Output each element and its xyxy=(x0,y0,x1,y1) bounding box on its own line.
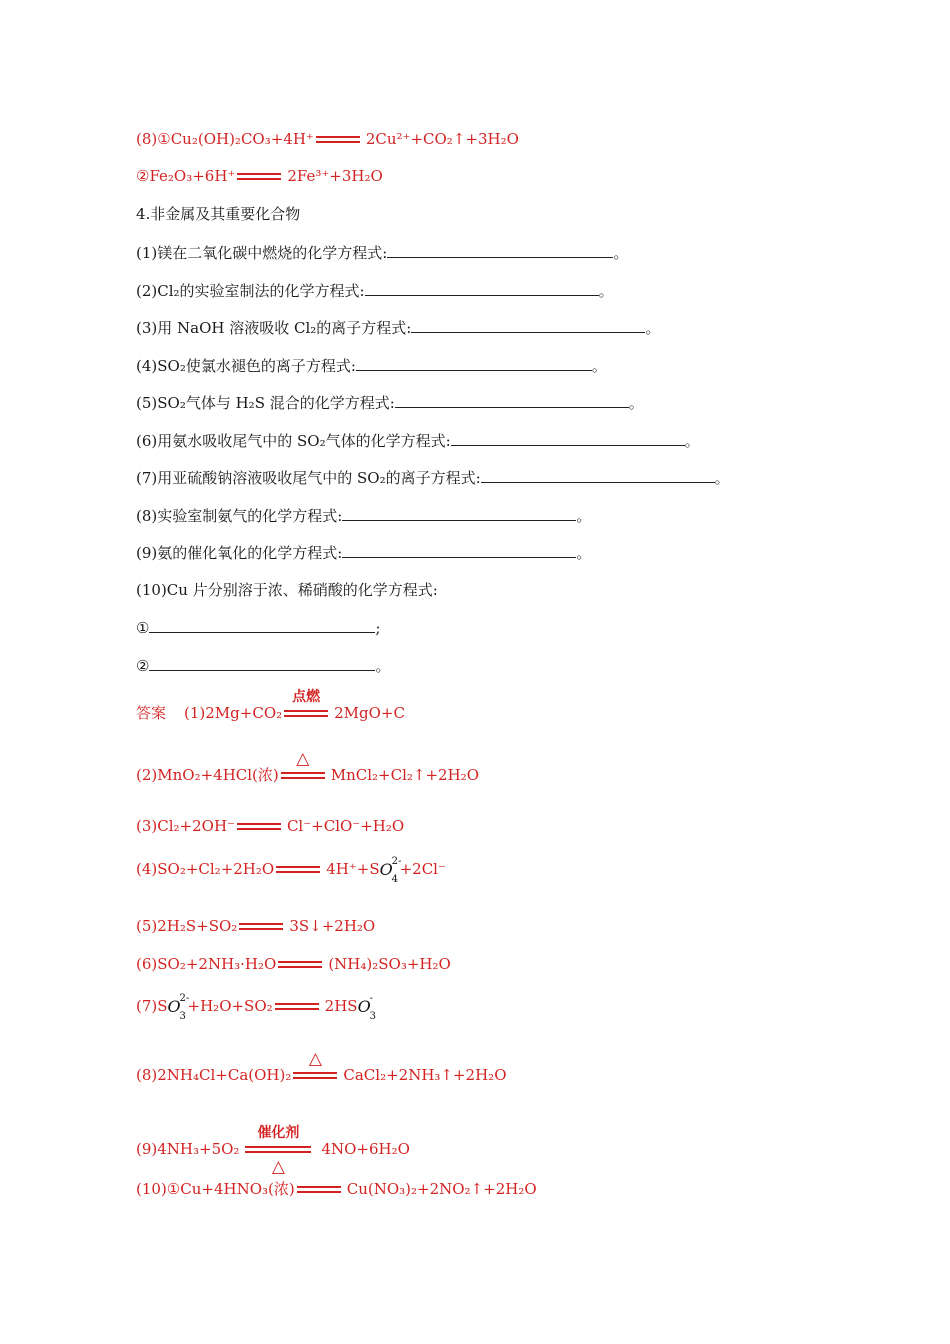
equation-right: (NH₄)₂SO₃+H₂O xyxy=(328,955,451,973)
answer-8-1 xyxy=(136,129,519,149)
item-marker: ② xyxy=(136,657,150,675)
equation-left-tail: +H₂O+SO₂ xyxy=(187,997,273,1015)
equation-right: CaCl₂+2NH₃↑+2H₂O xyxy=(343,1066,507,1084)
section-title: 4.非金属及其重要化合物 xyxy=(136,205,301,223)
oxygen-symbol: O xyxy=(167,997,181,1016)
question-9 xyxy=(136,542,591,563)
question-text: (9)氨的催化氧化的化学方程式: xyxy=(136,544,343,562)
equals-sign xyxy=(239,921,283,933)
equation-right: Cu(NO₃)₂+2NO₂↑+2H₂O xyxy=(346,1180,537,1198)
equation-left: (3)Cl₂+2OH⁻ xyxy=(136,817,235,835)
punctuation: 。 xyxy=(576,507,592,525)
equation-left: (8)2NH₄Cl+Ca(OH)₂ xyxy=(136,1066,292,1084)
subscript: 4 xyxy=(391,874,398,885)
sulfite-ion-formula xyxy=(167,991,190,1022)
equals-sign xyxy=(293,1049,337,1082)
oxygen-symbol: O xyxy=(379,860,393,879)
punctuation: 。 xyxy=(613,244,629,262)
subscript: 3 xyxy=(179,1011,186,1022)
equals-sign xyxy=(284,689,328,720)
answer-blank[interactable] xyxy=(149,617,375,633)
equals-sign xyxy=(245,1125,311,1177)
answer-blank[interactable] xyxy=(149,655,375,671)
question-text: (8)实验室制氨气的化学方程式: xyxy=(136,507,343,525)
equation-left: (5)2H₂S+SO₂ xyxy=(136,917,238,935)
punctuation: 。 xyxy=(591,357,607,375)
question-6 xyxy=(136,430,700,451)
question-text: (3)用 NaOH 溶液吸收 Cl₂的离子方程式: xyxy=(136,319,412,337)
sulfate-ion-formula xyxy=(379,854,402,885)
answer-blank[interactable] xyxy=(481,467,715,483)
question-text: (7)用亚硫酸钠溶液吸收尾气中的 SO₂的离子方程式: xyxy=(136,469,481,487)
punctuation: 。 xyxy=(645,319,661,337)
equals-sign xyxy=(278,959,322,971)
equation-left: (6)SO₂+2NH₃·H₂O xyxy=(136,955,277,973)
equation-right-tail: +2Cl⁻ xyxy=(399,860,446,878)
charge: - xyxy=(369,993,373,1004)
answer-5 xyxy=(136,916,375,936)
punctuation: 。 xyxy=(628,394,644,412)
equation-right: 2Cu²⁺+CO₂↑+3H₂O xyxy=(365,130,519,148)
reaction-condition: △ xyxy=(296,749,310,769)
question-10: (10)Cu 片分别溶于浓、稀硝酸的化学方程式: xyxy=(136,581,438,599)
oxygen-symbol: O xyxy=(357,997,371,1016)
bisulfite-ion-formula xyxy=(357,991,378,1022)
answer-10 xyxy=(136,1179,537,1199)
equation-left: (8)①Cu₂(OH)₂CO₃+4H⁺ xyxy=(136,130,314,148)
equals-sign xyxy=(297,1184,341,1196)
answer-8-2 xyxy=(136,166,383,186)
question-text: (2)Cl₂的实验室制法的化学方程式: xyxy=(136,282,365,300)
item-marker: ① xyxy=(136,619,150,637)
reaction-condition-top: 催化剂 xyxy=(257,1125,300,1141)
equation-right: 2MgO+C xyxy=(334,704,405,722)
equation-right: 2Fe³⁺+3H₂O xyxy=(287,167,383,185)
answer-6 xyxy=(136,954,451,974)
punctuation: 。 xyxy=(714,469,730,487)
punctuation: 。 xyxy=(598,282,614,300)
question-text: (6)用氨水吸收尾气中的 SO₂气体的化学方程式: xyxy=(136,432,451,450)
question-2 xyxy=(136,280,614,301)
answer-4 xyxy=(136,854,446,885)
reaction-condition: △ xyxy=(308,1049,322,1069)
punctuation: 。 xyxy=(576,544,592,562)
equation-left: (10)①Cu+4HNO₃(浓) xyxy=(136,1180,295,1198)
equals-sign xyxy=(276,864,320,876)
answer-label: 答案 xyxy=(136,704,167,722)
equation-left: (4)SO₂+Cl₂+2H₂O xyxy=(136,860,275,878)
equation-right: 3S↓+2H₂O xyxy=(289,917,376,935)
equals-sign xyxy=(281,749,325,782)
equals-sign xyxy=(237,171,281,183)
answer-1 xyxy=(136,689,405,723)
equation-left: (1)2Mg+CO₂ xyxy=(184,704,283,722)
charge: 2- xyxy=(391,856,402,867)
question-3 xyxy=(136,317,660,338)
equation-right: Cl⁻+ClO⁻+H₂O xyxy=(286,817,405,835)
subscript: 3 xyxy=(369,1011,376,1022)
question-text: (1)镁在二氧化碳中燃烧的化学方程式: xyxy=(136,244,388,262)
answer-2 xyxy=(136,749,479,785)
answer-8 xyxy=(136,1049,507,1085)
answer-blank[interactable] xyxy=(395,392,629,408)
equation-left: (2)MnO₂+4HCl(浓) xyxy=(136,766,279,784)
question-8 xyxy=(136,505,591,526)
answer-blank[interactable] xyxy=(411,317,645,333)
question-4 xyxy=(136,355,607,376)
answer-blank[interactable] xyxy=(342,542,576,558)
equation-right: 2HS xyxy=(324,997,358,1015)
equation-right: 4NO+6H₂O xyxy=(321,1140,410,1158)
question-1 xyxy=(136,242,628,263)
answer-3 xyxy=(136,816,404,836)
answer-blank[interactable] xyxy=(342,505,576,521)
equation-left: (9)4NH₃+5O₂ xyxy=(136,1140,240,1158)
answer-blank[interactable] xyxy=(451,430,685,446)
question-5 xyxy=(136,392,644,413)
charge: 2- xyxy=(179,993,190,1004)
punctuation: 。 xyxy=(684,432,700,450)
answer-9 xyxy=(136,1125,410,1177)
equals-sign xyxy=(275,1001,319,1013)
question-10-item-2 xyxy=(136,655,390,676)
equation-right: MnCl₂+Cl₂↑+2H₂O xyxy=(330,766,479,784)
answer-blank[interactable] xyxy=(356,355,592,371)
reaction-condition: 点燃 xyxy=(292,689,321,705)
equation-left: ②Fe₂O₃+6H⁺ xyxy=(136,167,236,185)
question-text: (4)SO₂使氯水褪色的离子方程式: xyxy=(136,357,356,375)
answer-blank[interactable] xyxy=(387,242,613,258)
question-text: (5)SO₂气体与 H₂S 混合的化学方程式: xyxy=(136,394,395,412)
question-10-item-1 xyxy=(136,617,381,638)
punctuation: 。 xyxy=(375,657,391,675)
equation-left: (7)S xyxy=(136,997,168,1015)
equals-sign xyxy=(316,134,360,146)
answer-7 xyxy=(136,991,378,1022)
reaction-condition-bottom: △ xyxy=(271,1157,285,1177)
equation-right: 4H⁺+S xyxy=(326,860,380,878)
answer-blank[interactable] xyxy=(365,280,599,296)
question-7 xyxy=(136,467,730,488)
punctuation: ; xyxy=(375,619,381,637)
equals-sign xyxy=(237,821,281,833)
